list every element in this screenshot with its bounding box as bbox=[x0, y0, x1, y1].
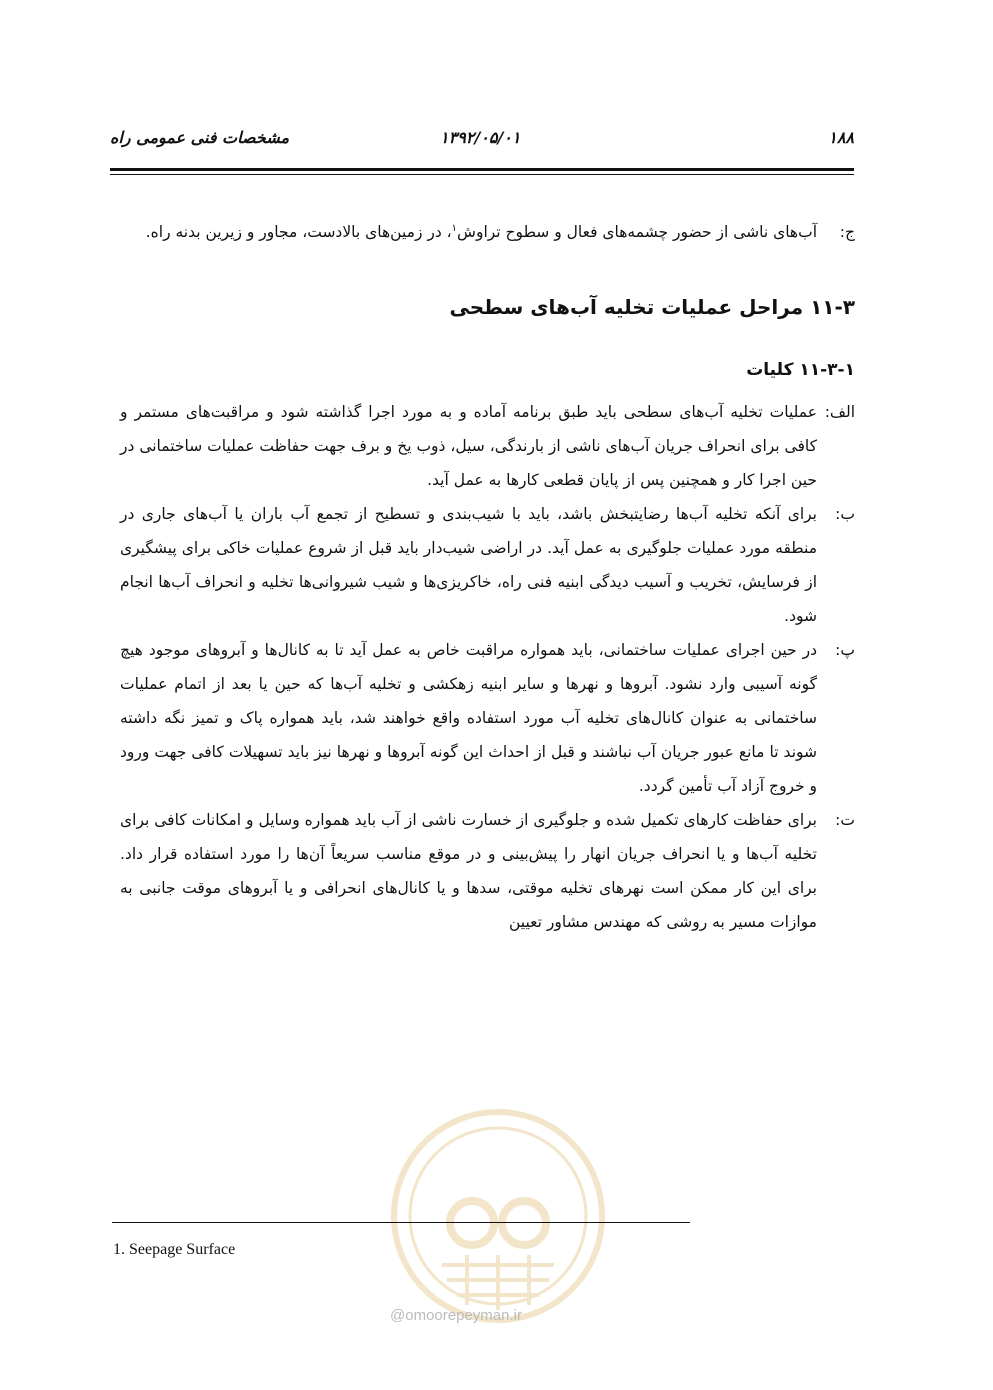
spacer bbox=[120, 327, 855, 353]
spacer bbox=[120, 249, 855, 287]
section-subheading: ۱۱-۳-۱ کلیات bbox=[746, 360, 855, 380]
watermark-logo-icon bbox=[387, 1105, 609, 1327]
spacer bbox=[120, 387, 855, 395]
list-item bbox=[120, 803, 855, 939]
page-content bbox=[120, 215, 855, 939]
item-label: ج: bbox=[839, 223, 855, 241]
list-item bbox=[120, 633, 855, 803]
footnote-ref: ۱ bbox=[451, 222, 458, 234]
list-item bbox=[120, 395, 855, 497]
document-title: مشخصات فنی عمومی راه bbox=[110, 128, 290, 147]
item-label: پ: bbox=[835, 641, 855, 659]
header-rule-thin bbox=[110, 174, 854, 175]
watermark-text: @omoorepeyman.ir bbox=[390, 1307, 522, 1324]
section-heading: ۱۱-۳ مراحل عملیات تخلیه آب‌های سطحی bbox=[449, 295, 855, 319]
item-text: برای آنکه تخلیه آب‌ها رضایتبخش باشد، باید با شیب‌بندی و تسطیح از تجمع آب باران یا آب‌های جاری در منطقه مورد عملیات جلوگیری به عمل آید. در اراضی شیب‌دار باید قبل از شروع عملیات خاکی برای پیشگیری از فرسایش، تخریب و آسیب دیدگی ابنیه فنی راه، خاکریزی‌ها و شیب شیروانی‌ها تخلیه و انحراف آب‌ها انجام شود. bbox=[120, 505, 817, 625]
list-item bbox=[120, 497, 855, 633]
item-text: برای حفاظت کارهای تکمیل شده و جلوگیری از خسارت ناشی از آب باید همواره وسایل و امکانات کافی برای تخلیه آب‌ها و یا انحراف جریان انهار را پیش‌بینی و در موقع مناسب سریعاً آن‌ها را مورد استفاده قرار داد. برای این کار ممکن است نهرهای تخلیه موقتی، سدها و یا کانال‌های انحرافی و یا آبروهای موقت جانبی به موازات مسیر به روشی که مهندس مشاور تعیین bbox=[120, 811, 817, 931]
item-label: الف: bbox=[824, 403, 855, 421]
item-text-continued: ، در زمین‌های بالادست، مجاور و زیرین بدنه راه. bbox=[145, 223, 452, 241]
header-rule-thick bbox=[110, 168, 854, 171]
item-text: آب‌های ناشی از حضور چشمه‌های فعال و سطوح تراوش bbox=[457, 223, 817, 241]
footnote-rule bbox=[112, 1222, 690, 1223]
page-header bbox=[110, 128, 854, 160]
list-item bbox=[120, 215, 855, 249]
footnote: 1. Seepage Surface bbox=[113, 1241, 236, 1258]
item-text: در حین اجرای عملیات ساختمانی، باید همواره مراقبت خاص به عمل آید تا به کانال‌ها و آبروهای موجود هیچ گونه آسیبی وارد نشود. آبروها و نهرها و سایر ابنیه زهکشی و تخلیه آب‌ها که حین یا بعد از اتمام عملیات ساختمانی به عنوان کانال‌های تخلیه آب مورد استفاده واقع خواهند شد، باید همواره پاک و تمیز نگه داشته شوند تا مانع عبور جریان آب نباشند و قبل از احداث این گونه آبروها و نهرها نیز باید تسهیلات کافی جهت ورود و خروج آزاد آب تأمین گردد. bbox=[120, 641, 817, 795]
page-number: ۱۸۸ bbox=[828, 128, 854, 147]
item-label: ت: bbox=[835, 811, 855, 829]
document-date: ۱۳۹۲/۰۵/۰۱ bbox=[440, 128, 521, 147]
item-text: عملیات تخلیه آب‌های سطحی باید طبق برنامه آماده و به مورد اجرا گذاشته شود و مراقبت‌های مستمر و کافی برای انحراف جریان آب‌های ناشی از بارندگی، سیل، ذوب یخ و برف جهت حفاظت عملیات ساختمانی در حین اجرا کار و همچنین پس از پایان قطعی کارها به عمل آید. bbox=[120, 403, 817, 489]
item-label: ب: bbox=[835, 505, 855, 523]
